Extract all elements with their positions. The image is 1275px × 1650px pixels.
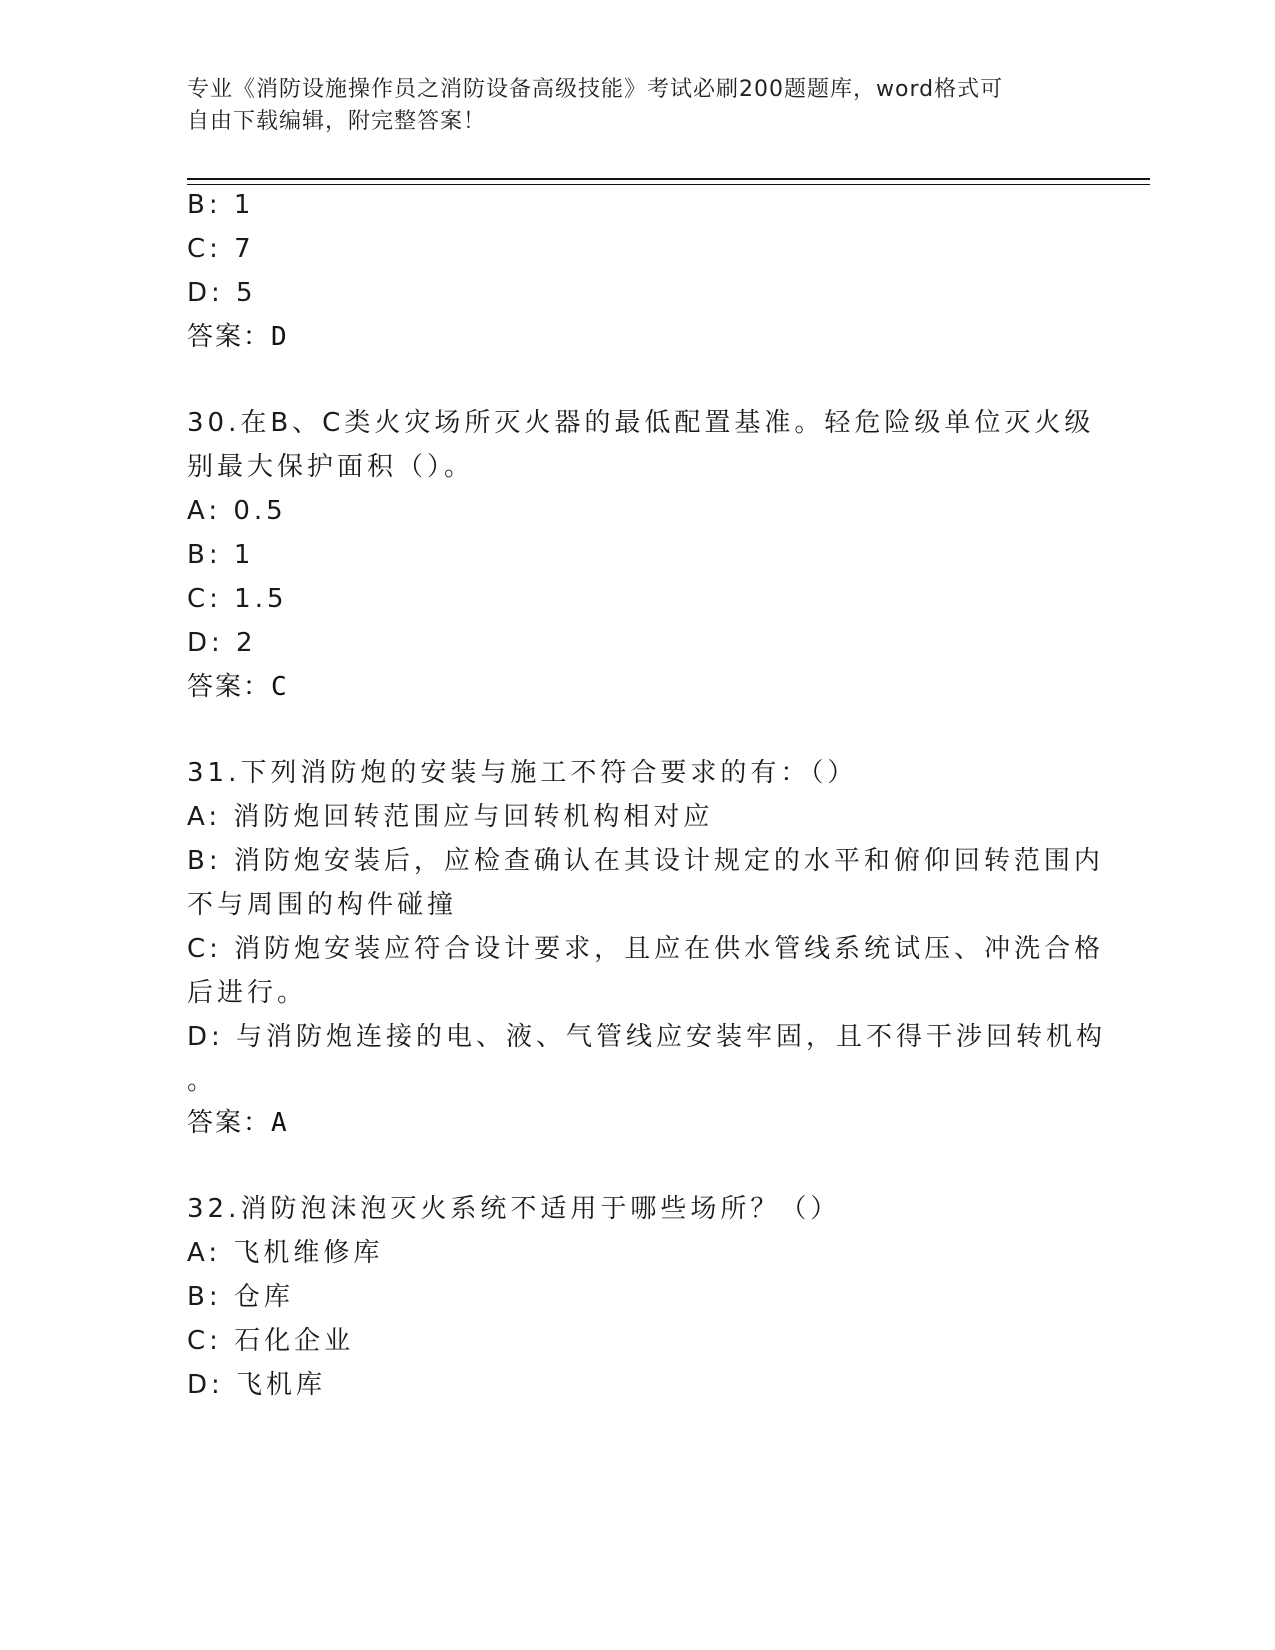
q29-option-c: C: 7: [187, 234, 255, 264]
q30-option-a: A: 0.5: [187, 496, 287, 526]
q30-option-d: D: 2: [187, 628, 257, 658]
q29-option-d: D: 5: [187, 278, 257, 308]
header-line-1: 专业《消防设施操作员之消防设备高级技能》考试必刷200题题库，word格式可: [187, 77, 1004, 102]
header-line-2: 自由下载编辑，附完整答案！: [187, 109, 487, 134]
q32-stem: 32.消防泡沫泡灭火系统不适用于哪些场所？（）: [187, 1194, 841, 1224]
q31-option-a: A: 消防炮回转范围应与回转机构相对应: [187, 802, 714, 832]
answer-label: 答案：: [187, 672, 272, 702]
q32-option-d: D: 飞机库: [187, 1370, 327, 1400]
q32-option-a: A: 飞机维修库: [187, 1238, 384, 1268]
answer-value: C: [271, 672, 289, 702]
q32-option-c: C: 石化企业: [187, 1326, 355, 1356]
q31-answer: [187, 1108, 289, 1138]
q31-option-b-line-1: B: 消防炮安装后，应检查确认在其设计规定的水平和俯仰回转范围内: [187, 846, 1104, 876]
answer-value: D: [271, 322, 289, 352]
q30-option-b: B: 1: [187, 540, 255, 570]
q29-answer: [187, 322, 289, 352]
header-divider-thin: [187, 184, 1150, 185]
q30-stem-line-1: 30.在B、C类火灾场所灭火器的最低配置基准。轻危险级单位灭火级: [187, 408, 1095, 438]
q31-stem: 31.下列消防炮的安装与施工不符合要求的有：（）: [187, 758, 858, 788]
q30-answer: [187, 672, 289, 702]
q30-option-c: C: 1.5: [187, 584, 288, 614]
q30-stem-line-2: 别最大保护面积（）。: [187, 452, 475, 482]
page-header: [187, 74, 1067, 138]
q32-option-b: B: 仓库: [187, 1282, 294, 1312]
answer-label: 答案：: [187, 322, 272, 352]
q31-option-c-line-1: C: 消防炮安装应符合设计要求，且应在供水管线系统试压、冲洗合格: [187, 934, 1105, 964]
answer-label: 答案：: [187, 1108, 272, 1138]
q31-option-d-line-1: D: 与消防炮连接的电、液、气管线应安装牢固，且不得干涉回转机构: [187, 1022, 1107, 1052]
q31-option-b-line-2: 不与周围的构件碰撞: [187, 890, 458, 920]
q29-option-b: B: 1: [187, 190, 255, 220]
answer-value: A: [271, 1108, 289, 1138]
q31-option-c-line-2: 后进行。: [187, 978, 308, 1008]
q31-option-d-line-2: 。: [187, 1066, 218, 1096]
header-divider-thick: [187, 178, 1150, 180]
